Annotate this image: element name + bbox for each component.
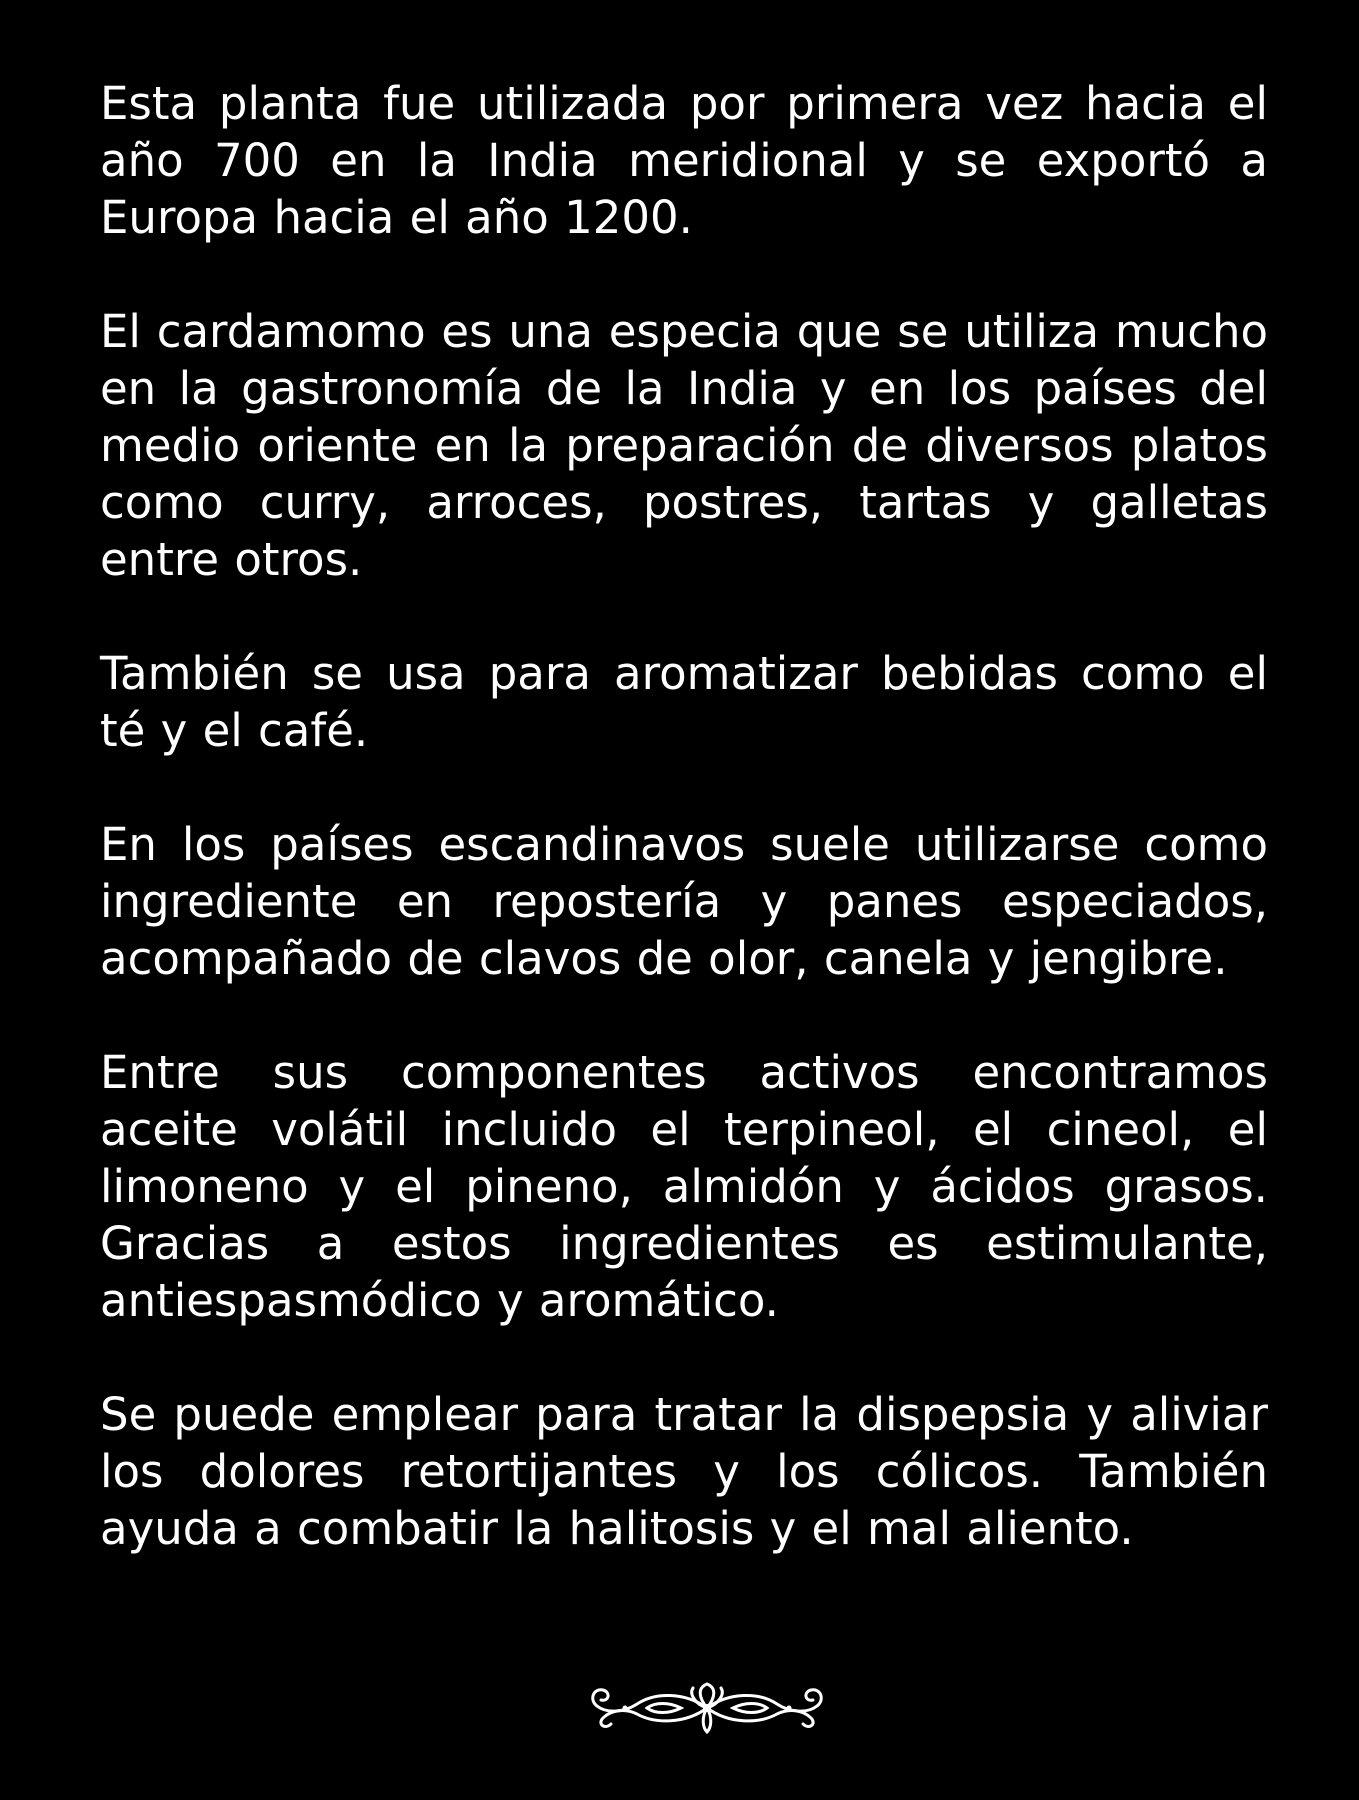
paragraph-scandinavia: En los países escandinavos suele utilizarse como ingrediente en repostería y panes especiados, acompañado de clavos de olor, canela y jengibre.: [100, 818, 1268, 985]
flourish-divider-icon: [585, 1680, 829, 1736]
paragraph-beverages: También se usa para aromatizar bebidas como el té y el café.: [100, 647, 1268, 757]
paragraph-medicinal: Se puede emplear para tratar la dispepsia y aliviar los dolores retortijantes y los cólicos. También ayuda a combatir la halitosis y el mal aliento.: [100, 1388, 1268, 1555]
paragraph-components: Entre sus componentes activos encontramos aceite volátil incluido el terpineol, el cineol, el limoneno y el pineno, almidón y ácidos grasos. Gracias a estos ingredientes es estimulante, antiespasmódico y aromático.: [100, 1046, 1268, 1327]
paragraph-history: Esta planta fue utilizada por primera vez hacia el año 700 en la India meridional y se exportó a Europa hacia el año 1200.: [100, 77, 1268, 244]
paragraph-gastronomy: El cardamomo es una especia que se utiliza mucho en la gastronomía de la India y en los países del medio oriente en la preparación de diversos platos como curry, arroces, postres, tartas y galletas entre otros.: [100, 305, 1268, 586]
document-body: [100, 75, 1268, 1614]
